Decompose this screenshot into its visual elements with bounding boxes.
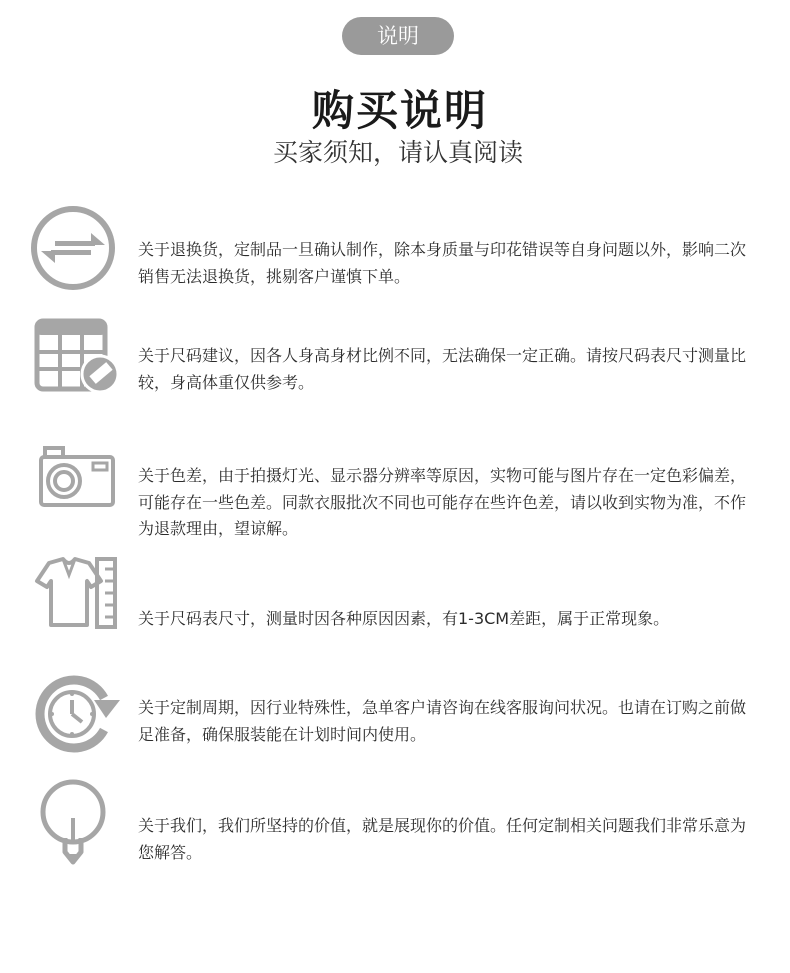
- header-pill-badge: 说明: [342, 17, 454, 55]
- page-subtitle: 买家须知，请认真阅读: [272, 138, 523, 167]
- shirt-ruler-icon: [29, 555, 119, 645]
- list-item-text: 关于尺码表尺寸，测量时因各种原因因素，有1-3CM差距，属于正常现象。: [138, 609, 670, 628]
- page-title: 购买说明: [311, 86, 488, 135]
- camera-icon: [37, 443, 127, 533]
- size-table-ruler-icon: [34, 316, 124, 406]
- list-item-text: 关于我们，我们所坚持的价值，就是展现你的价值。任何定制相关问题我们非常乐意为您解答。: [138, 816, 747, 862]
- exchange-arrows-icon: [29, 203, 119, 293]
- lightbulb-icon: [29, 778, 119, 868]
- list-item-text: 关于定制周期，因行业特殊性，急单客户请咨询在线客服询问状况。也请在订购之前做足准备，确保服装能在计划时间内使用。: [138, 698, 747, 744]
- list-item-text: 关于退换货，定制品一旦确认制作，除本身质量与印花错误等自身问题以外，影响二次销售无法退换货，挑剔客户谨慎下单。: [138, 240, 747, 286]
- list-item-text: 关于尺码建议，因各人身高身材比例不同，无法确保一定正确。请按尺码表尺寸测量比较，身高体重仅供参考。: [138, 346, 747, 392]
- clock-cycle-icon: [32, 668, 122, 758]
- list-item-text: 关于色差，由于拍摄灯光、显示器分辨率等原因，实物可能与图片存在一定色彩偏差，可能存在一些色差。同款衣服批次不同也可能存在些许色差，请以收到实物为准，不作为退款理由，望谅解。: [138, 466, 747, 538]
